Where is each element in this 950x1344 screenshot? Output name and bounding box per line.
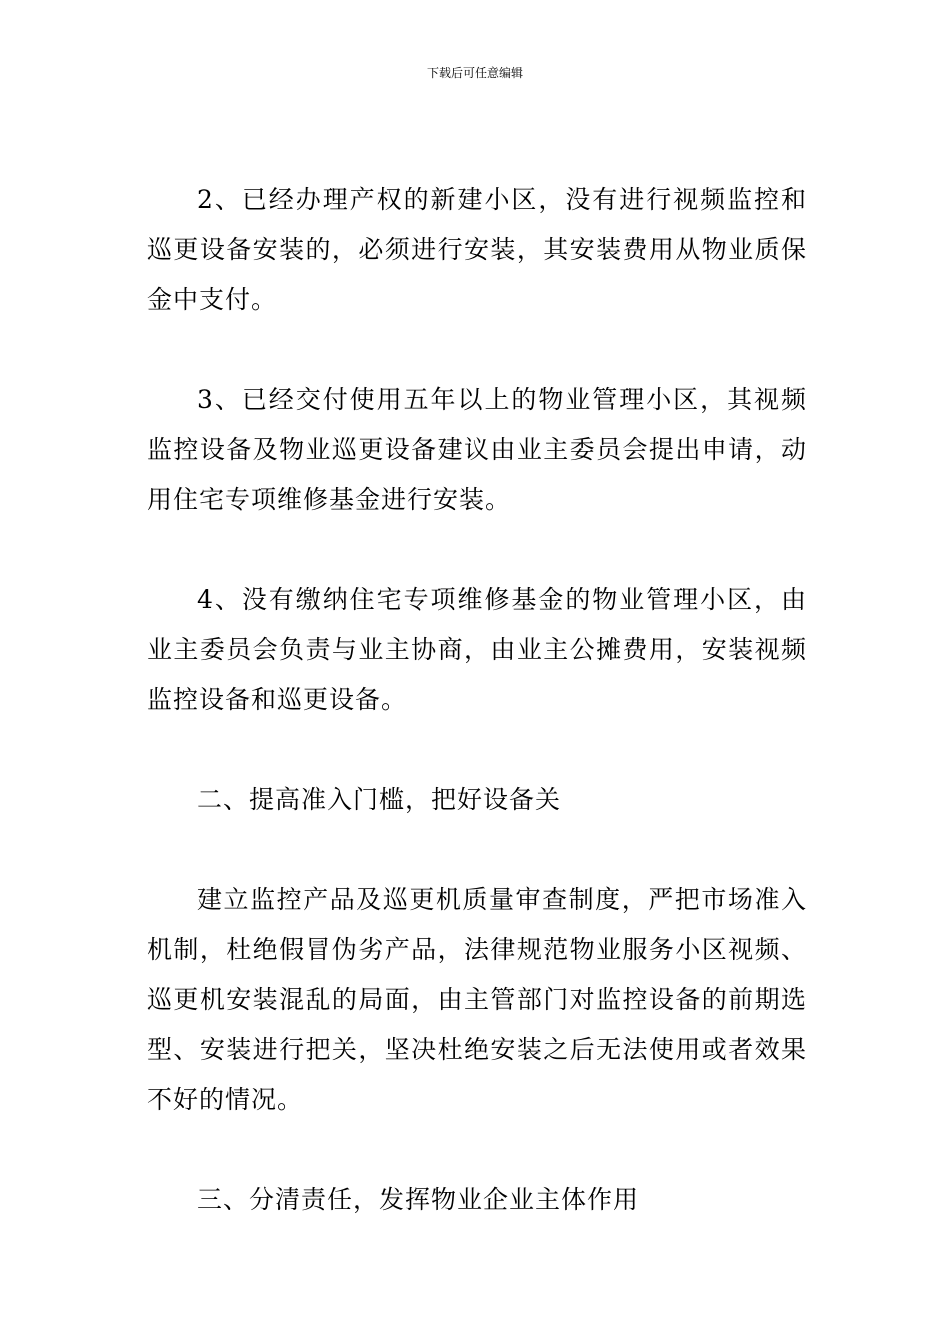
paragraph-item-4: 4、没有缴纳住宅专项维修基金的物业管理小区，由业主委员会负责与业主协商，由业主公摊费用，安装视频监控设备和巡更设备。 (147, 585, 807, 714)
page-header-note: 下载后可任意编辑 (426, 66, 523, 80)
paragraph-item-2: 2、已经办理产权的新建小区，没有进行视频监控和巡更设备安装的，必须进行安装，其安装费用从物业质保金中支付。 (147, 185, 807, 314)
section-heading-2: 二、提高准入门槛，把好设备关 (197, 785, 562, 814)
section-heading-3: 三、分清责任，发挥物业企业主体作用 (197, 1185, 640, 1214)
document-body (147, 175, 807, 1275)
paragraph-item-3: 3、已经交付使用五年以上的物业管理小区，其视频监控设备及物业巡更设备建议由业主委员会提出申请，动用住宅专项维修基金进行安装。 (147, 385, 807, 514)
paragraph-quality-review: 建立监控产品及巡更机质量审查制度，严把市场准入机制，杜绝假冒伪劣产品，法律规范物业服务小区视频、巡更机安装混乱的局面，由主管部门对监控设备的前期选型、安装进行把关，坚决杜绝安装之后无法使用或者效果不好的情况。 (147, 885, 807, 1114)
